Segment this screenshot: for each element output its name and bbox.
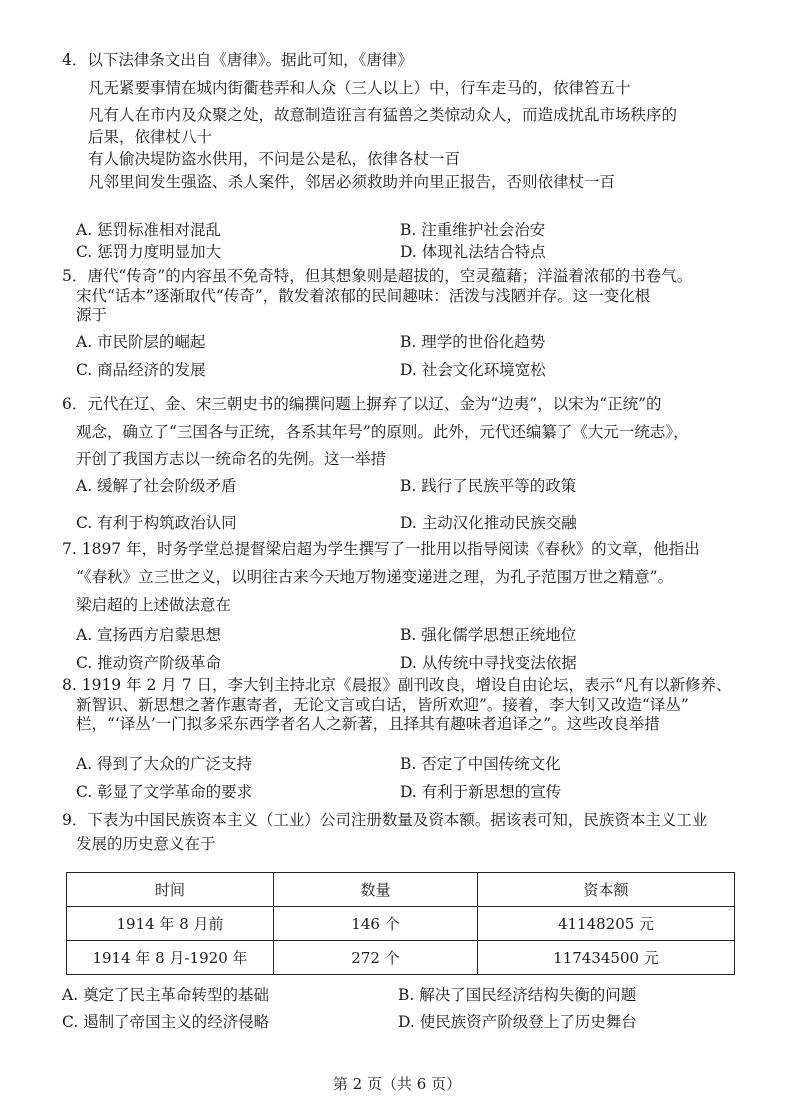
q6-option-b[interactable]: B. 践行了民族平等的政策 bbox=[400, 477, 577, 495]
q7-option-d[interactable]: D. 从传统中寻找变法依据 bbox=[400, 654, 577, 672]
q4-stem: 4．以下法律条文出自《唐律》。据此可知，《唐律》 bbox=[62, 51, 413, 69]
table-cell: 117434500 元 bbox=[478, 941, 735, 975]
q6-option-d[interactable]: D. 主动汉化推动民族交融 bbox=[400, 514, 577, 532]
q7-option-a[interactable]: A. 宣扬西方启蒙思想 bbox=[76, 626, 222, 644]
q5-stem-line: 5．唐代“传奇”的内容虽不免奇特，但其想象则是超拔的，空灵蕴藉；洋溢着浓郁的书卷气。 bbox=[62, 267, 693, 285]
q7-option-c[interactable]: C. 推动资产阶级革命 bbox=[76, 654, 222, 672]
capital-table bbox=[66, 872, 735, 975]
q4-quote-line: 凡有人在市内及众聚之处，故意制造诳言有猛兽之类惊动众人，而造成扰乱市场秩序的 bbox=[88, 106, 678, 124]
q4-quote-line: 凡无紧要事情在城内街衢巷弄和人众（三人以上）中，行车走马的，依律笞五十 bbox=[88, 79, 631, 97]
q9-stem-line: 9．下表为中国民族资本主义（工业）公司注册数量及资本额。据该表可知，民族资本主义工业 bbox=[62, 811, 708, 829]
table-cell: 146 个 bbox=[274, 907, 478, 941]
q7-stem-line: 梁启超的上述做法意在 bbox=[76, 596, 232, 614]
q8-stem-line: 栏，“‘译丛’一门拟多采东西学者名人之新著，且择其有趣味者追译之”。这些改良举措 bbox=[76, 715, 660, 733]
q4-option-d[interactable]: D. 体现礼法结合特点 bbox=[400, 243, 546, 261]
q6-option-a[interactable]: A. 缓解了社会阶级矛盾 bbox=[76, 477, 237, 495]
q6-option-c[interactable]: C. 有利于构筑政治认同 bbox=[76, 514, 237, 532]
table-cell: 1914 年 8 月-1920 年 bbox=[67, 941, 274, 975]
q9-option-b[interactable]: B. 解决了国民经济结构失衡的问题 bbox=[398, 986, 637, 1004]
q4-quote-line: 后果，依律杖八十 bbox=[88, 128, 213, 146]
q9-stem-line: 发展的历史意义在于 bbox=[76, 835, 216, 853]
q6-stem-line: 6．元代在辽、金、宋三朝史书的编撰问题上摒弃了以辽、金为“边夷”，以宋为“正统”的 bbox=[62, 395, 662, 413]
q9-option-a[interactable]: A. 奠定了民主革命转型的基础 bbox=[62, 986, 270, 1004]
q8-option-a[interactable]: A. 得到了大众的广泛支持 bbox=[76, 755, 253, 773]
q6-stem-line: 观念，确立了“三国各与正统，各系其年号”的原则。此外，元代还编纂了《大元一统志》， bbox=[76, 423, 689, 441]
q7-option-b[interactable]: B. 强化儒学思想正统地位 bbox=[400, 626, 577, 644]
q4-quote-line: 凡邻里间发生强盗、杀人案件，邻居必须救助并向里正报告，否则依律杖一百 bbox=[88, 173, 616, 191]
q5-option-d[interactable]: D. 社会文化环境宽松 bbox=[400, 361, 546, 379]
table-header: 资本额 bbox=[478, 873, 735, 907]
table-cell: 272 个 bbox=[274, 941, 478, 975]
q4-option-b[interactable]: B. 注重维护社会治安 bbox=[400, 221, 546, 239]
q5-option-a[interactable]: A. 市民阶层的崛起 bbox=[76, 333, 206, 351]
q8-option-b[interactable]: B. 否定了中国传统文化 bbox=[400, 755, 561, 773]
q5-option-b[interactable]: B. 理学的世俗化趋势 bbox=[400, 333, 546, 351]
q9-option-c[interactable]: C. 遏制了帝国主义的经济侵略 bbox=[62, 1013, 270, 1031]
table-header-row bbox=[67, 873, 735, 907]
q7-stem-line: “《春秋》立三世之义，以明往古来今天地万物递变递进之理，为孔子范围万世之精意”。 bbox=[76, 568, 674, 586]
q4-option-c[interactable]: C. 惩罚力度明显加大 bbox=[76, 243, 222, 261]
page-footer: 第 2 页（共 6 页） bbox=[332, 1075, 462, 1093]
table-row bbox=[67, 941, 735, 975]
q4-quote-line: 有人偷决堤防盗水供用，不问是公是私，依律各杖一百 bbox=[88, 150, 461, 168]
q7-stem-line: 7. 1897 年，时务学堂总提督梁启超为学生撰写了一批用以指导阅读《春秋》的文章，他指出 bbox=[62, 540, 700, 558]
q6-stem-line: 开创了我国方志以一统命名的先例。这一举措 bbox=[76, 450, 387, 468]
table-header: 时间 bbox=[67, 873, 274, 907]
table-cell: 1914 年 8 月前 bbox=[67, 907, 274, 941]
q4-option-a[interactable]: A. 惩罚标准相对混乱 bbox=[76, 221, 222, 239]
q9-option-d[interactable]: D. 使民族资产阶级登上了历史舞台 bbox=[398, 1013, 637, 1031]
table-cell: 41148205 元 bbox=[478, 907, 735, 941]
q5-option-c[interactable]: C. 商品经济的发展 bbox=[76, 361, 206, 379]
q8-option-d[interactable]: D. 有利于新思想的宣传 bbox=[400, 783, 562, 801]
q8-option-c[interactable]: C. 彰显了文学革命的要求 bbox=[76, 783, 253, 801]
q5-stem-line: 宋代“话本”逐渐取代“传奇”，散发着浓郁的民间趣味：活泼与浅陋并存。这一变化根 bbox=[76, 287, 651, 305]
q8-stem-line: 新智识、新思想之著作惠寄者，无论文言或白话，皆所欢迎”。接着，李大钊又改造“译丛” bbox=[76, 696, 689, 714]
table-row bbox=[67, 907, 735, 941]
q5-stem-line: 源于 bbox=[76, 306, 108, 324]
table-header: 数量 bbox=[274, 873, 478, 907]
q8-stem-line: 8. 1919 年 2 月 7 日，李大钊主持北京《晨报》副刊改良，增设自由论坛，表示“凡有以新修养、 bbox=[62, 676, 732, 694]
